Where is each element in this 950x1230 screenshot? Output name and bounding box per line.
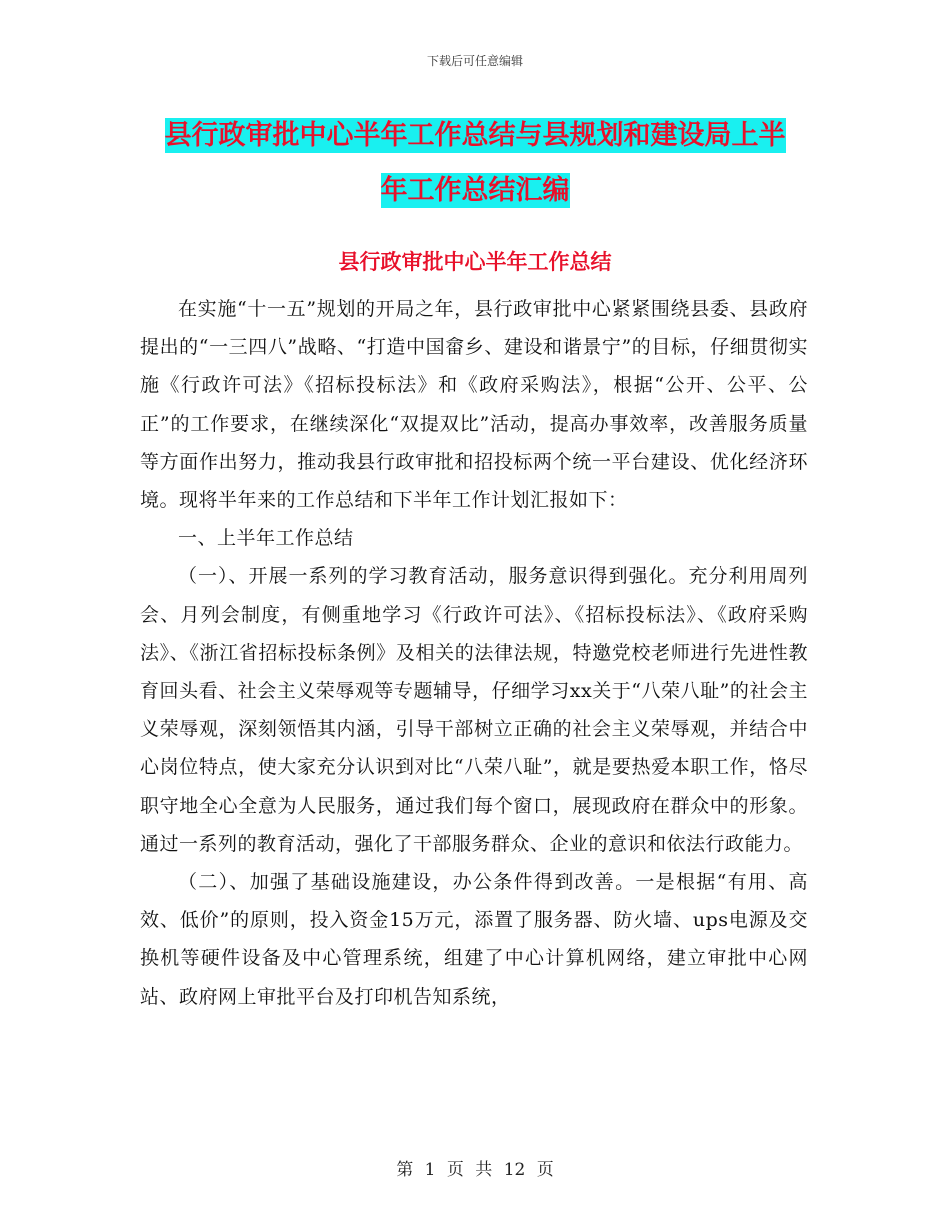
heading-first-half-summary: 一、上半年工作总结 xyxy=(178,527,354,550)
document-title-line-2: 年工作总结汇编 xyxy=(380,175,570,206)
header-note: 下载后可任意编辑 xyxy=(426,54,523,68)
document-title-line-1: 县行政审批中心半年工作总结与县规划和建设局上半 xyxy=(164,120,786,151)
document-body xyxy=(140,290,808,1016)
paragraph-intro: 在实施“十一五”规划的开局之年，县行政审批中心紧紧围绕县委、县政府提出的“一三四八”战略、“打造中国畲乡、建设和谐景宁”的目标，仔细贯彻实施《行政许可法》《招标投标法》和《政府采购法》，根据“公开、公平、公正”的工作要求，在继续深化“双提双比”活动，提高办事效率，改善服务质量等方面作出努力，推动我县行政审批和招投标两个统一平台建设、优化经济环境。现将半年来的工作总结和下半年工作计划汇报如下： xyxy=(140,298,808,512)
section-title: 县行政审批中心半年工作总结 xyxy=(338,250,612,274)
paragraph-section-2: （二）、加强了基础设施建设，办公条件得到改善。一是根据“有用、高效、低价”的原则，投入资金15万元，添置了服务器、防火墙、ups电源及交换机等硬件设备及中心管理系统，组建了中心计算机网络，建立审批中心网站、政府网上审批平台及打印机告知系统， xyxy=(140,871,808,1008)
page-footer: 第 1 页 共 12 页 xyxy=(396,1160,554,1180)
document-title xyxy=(110,108,840,218)
paragraph-section-1: （一）、开展一系列的学习教育活动，服务意识得到强化。充分利用周列会、月列会制度，有侧重地学习《行政许可法》、《招标投标法》、《政府采购法》、《浙江省招标投标条例》及相关的法律法规，特邀党校老师进行先进性教育回头看、社会主义荣辱观等专题辅导，仔细学习xx关于“八荣八耻”的社会主义荣辱观，深刻领悟其内涵，引导干部树立正确的社会主义荣辱观，并结合中心岗位特点，使大家充分认识到对比“八荣八耻”，就是要热爱本职工作，恪尽职守地全心全意为人民服务，通过我们每个窗口，展现政府在群众中的形象。通过一系列的教育活动，强化了干部服务群众、企业的意识和依法行政能力。 xyxy=(140,565,808,855)
